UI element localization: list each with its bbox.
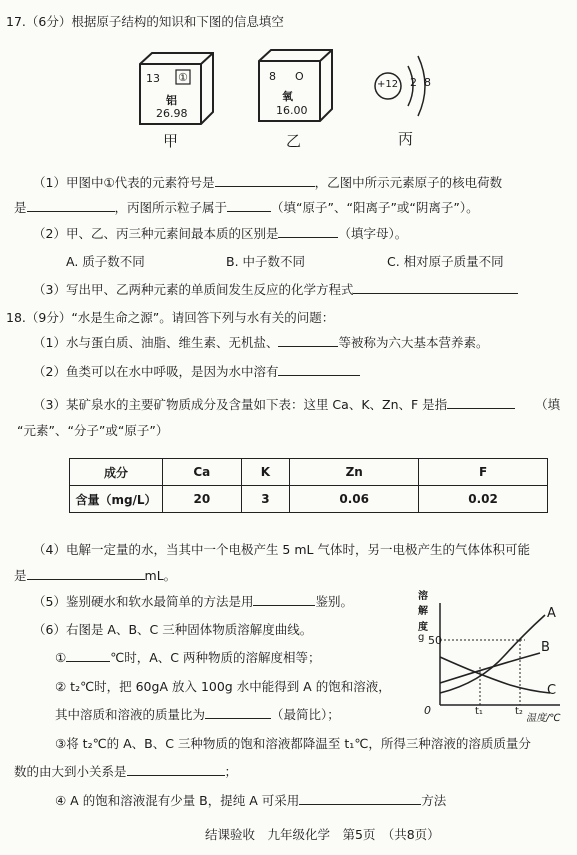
- q18-3-line1: （3）某矿泉水的主要矿物质成分及含量如下表：这里 Ca、K、Zn、F 是指 （填: [33, 397, 561, 412]
- caption-yi: 乙: [286, 132, 302, 150]
- solubility-curve-graph: [410, 585, 570, 725]
- yi-number: 8: [269, 70, 276, 83]
- q18-6: （6）右图是 A、B、C 三种固体物质溶解度曲线。: [33, 622, 313, 637]
- yi-name: 氧: [282, 90, 293, 103]
- table-row: [70, 486, 548, 513]
- option-a: A. 质子数不同: [66, 254, 145, 269]
- answer-blank[interactable]: [27, 567, 145, 580]
- curve-label-c: C: [547, 683, 557, 698]
- answer-blank[interactable]: [66, 649, 110, 662]
- table-cell: 成分: [70, 459, 163, 486]
- answer-blank[interactable]: [205, 706, 271, 719]
- table-cell: 0.02: [419, 486, 548, 513]
- q18-1: （1）水与蛋白质、油脂、维生素、无机盐、 等被称为六大基本营养素。: [33, 335, 489, 350]
- jia-mark: ①: [178, 71, 188, 84]
- graph-ylabel-1: 溶: [418, 591, 428, 602]
- option-c: C. 相对原子质量不同: [387, 254, 504, 269]
- table-cell: Ca: [163, 459, 242, 486]
- caption-jia: 甲: [163, 132, 179, 150]
- option-b: B. 中子数不同: [226, 254, 306, 269]
- bing-shell-2: 8: [424, 76, 431, 89]
- q18-2: （2）鱼类可以在水中呼吸，是因为水中溶有: [33, 362, 360, 380]
- q17-1-line1: （1）甲图中①代表的元素符号是 ，乙图中所示元素原子的核电荷数: [33, 175, 503, 190]
- q17-title: 17.（6分）根据原子结构的知识和下图的信息填空: [6, 14, 284, 29]
- answer-blank[interactable]: [278, 225, 338, 238]
- table-cell: F: [419, 459, 548, 486]
- q17-2: （2）甲、乙、丙三种元素间最本质的区别是 （填字母）。: [33, 226, 408, 241]
- table-cell: 3: [241, 486, 290, 513]
- q17-1-line2: 是 ，丙图所示粒子属于 （填“原子”、“阳离子”或“阴离子”）。: [14, 200, 479, 215]
- curve-label-a: A: [547, 606, 556, 621]
- table-cell: Zn: [290, 459, 419, 486]
- q18-6-2: ② t₂℃时，把 60gA 放入 100g 水中能得到 A 的饱和溶液，: [55, 679, 391, 694]
- bing-nucleus: +12: [377, 79, 399, 90]
- answer-blank[interactable]: [447, 396, 515, 409]
- graph-t1: t₁: [475, 706, 483, 717]
- q17-3: （3）写出甲、乙两种元素的单质间发生反应的化学方程式: [33, 280, 518, 298]
- graph-ylabel-3: 度: [418, 622, 428, 633]
- curve-a: [440, 615, 545, 693]
- answer-blank[interactable]: [215, 174, 315, 187]
- q18-5: （5）鉴别硬水和软水最简单的方法是用 鉴别。: [33, 594, 353, 609]
- mineral-table: [69, 458, 548, 513]
- q18-6-4: ④ A 的饱和溶液混有少量 B，提纯 A 可采用 方法: [55, 793, 447, 808]
- graph-t2: t₂: [515, 706, 523, 717]
- page-footer: 结课验收 九年级化学 第5页 （共8页）: [205, 827, 440, 842]
- graph-origin: 0: [424, 704, 431, 717]
- table-cell: 0.06: [290, 486, 419, 513]
- yi-symbol: O: [295, 70, 304, 83]
- answer-blank[interactable]: [27, 199, 115, 212]
- answer-blank[interactable]: [278, 363, 360, 376]
- jia-name: 铝: [166, 94, 177, 107]
- answer-blank[interactable]: [253, 593, 315, 606]
- graph-xlabel: 温度/℃: [526, 713, 561, 724]
- q18-6-1: ① ℃时，A、C 两种物质的溶解度相等；: [55, 650, 321, 665]
- curve-label-b: B: [541, 640, 550, 655]
- answer-blank[interactable]: [278, 334, 338, 347]
- q18-4-line2: 是 mL。: [14, 568, 177, 583]
- graph-ylabel-2: 解: [418, 606, 428, 617]
- q18-3-line2: “元素”、“分子”或“原子”）: [17, 423, 169, 438]
- jia-mass: 26.98: [156, 107, 188, 120]
- q18-title: 18.（9分）“水是生命之源”。请回答下列与水有关的问题：: [6, 310, 335, 325]
- answer-blank[interactable]: [227, 199, 271, 212]
- table-cell: 含量（mg/L）: [70, 486, 163, 513]
- q18-6-3: ③将 t₂℃的 A、B、C 三种物质的饱和溶液都降温至 t₁℃，所得三种溶液的溶质质量分: [55, 736, 531, 751]
- answer-blank[interactable]: [127, 763, 225, 776]
- bing-shell-1: 2: [410, 76, 417, 89]
- q18-6-2b: 其中溶质和溶液的质量比为 （最简比）；: [55, 707, 340, 722]
- graph-y50: 50: [428, 634, 442, 647]
- yi-mass: 16.00: [276, 104, 308, 117]
- q18-4-line1: （4）电解一定量的水，当其中一个电极产生 5 mL 气体时，另一电极产生的气体体积可能: [33, 542, 530, 557]
- table-cell: 20: [163, 486, 242, 513]
- answer-blank[interactable]: [299, 792, 421, 805]
- q18-6-3b: 数的由大到小关系是 ；: [14, 764, 238, 779]
- jia-number: 13: [146, 72, 160, 85]
- answer-blank[interactable]: [353, 281, 518, 294]
- graph-yunit: g: [418, 632, 425, 643]
- table-cell: K: [241, 459, 290, 486]
- caption-bing: 丙: [398, 130, 414, 148]
- table-row: [70, 459, 548, 486]
